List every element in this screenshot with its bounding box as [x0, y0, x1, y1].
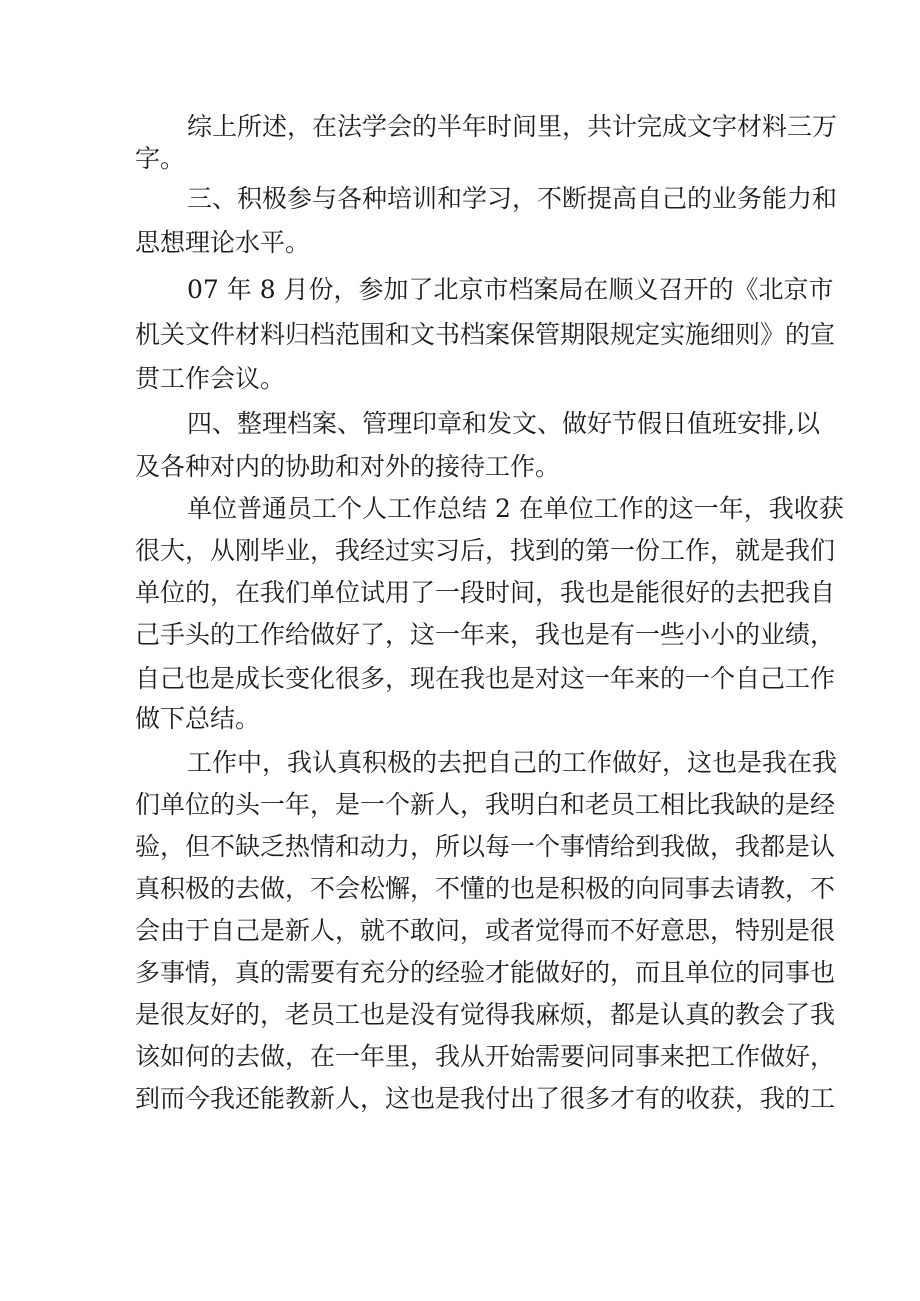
text-line: 会由于自己是新人，就不敢问，或者觉得而不好意思，特别是很 [135, 916, 836, 945]
text-line: 机关文件材料归档范围和文书档案保管期限规定实施细则》的宣 [135, 320, 836, 349]
text-line: 07 年 8 月份，参加了北京市档案局在顺义召开的《北京市 [187, 275, 834, 304]
text-line: 真积极的去做，不会松懈，不懂的也是积极的向同事去请教，不 [135, 874, 836, 903]
text-line: 四、整理档案、管理印章和发文、做好节假日值班安排,以 [187, 409, 820, 438]
text-line: 很大，从刚毕业，我经过实习后，找到的第一份工作，就是我们 [135, 536, 836, 565]
text-line: 该如何的去做，在一年里，我从开始需要问同事来把工作做好， [135, 1042, 836, 1071]
text-line: 贯工作会议。 [135, 364, 286, 393]
text-line: 工作中，我认真积极的去把自己的工作做好，这也是我在我 [187, 748, 838, 777]
text-line: 综上所述，在法学会的半年时间里，共计完成文字材料三万 [187, 112, 838, 141]
text-line: 三、积极参与各种培训和学习，不断提高自己的业务能力和 [187, 184, 838, 213]
text-line: 验，但不缺乏热情和动力，所以每一个事情给到我做，我都是认 [135, 832, 836, 861]
text-line: 字。 [135, 144, 186, 173]
text-line: 思想理论水平。 [135, 228, 311, 257]
text-line: 多事情，真的需要有充分的经验才能做好的，而且单位的同事也 [135, 958, 836, 987]
text-line: 及各种对内的协助和对外的接待工作。 [135, 452, 561, 481]
text-line: 到而今我还能教新人，这也是我付出了很多才有的收获，我的工 [135, 1084, 836, 1113]
text-line: 做下总结。 [135, 704, 261, 733]
text-line: 单位普通员工个人工作总结 2 在单位工作的这一年，我收获 [187, 494, 844, 523]
text-line: 单位的，在我们单位试用了一段时间，我也是能很好的去把我自 [135, 578, 836, 607]
text-line: 己手头的工作给做好了，这一年来，我也是有一些小小的业绩， [135, 620, 836, 649]
text-line: 们单位的头一年，是一个新人，我明白和老员工相比我缺的是经 [135, 790, 836, 819]
text-line: 自己也是成长变化很多，现在我也是对这一年来的一个自己工作 [135, 664, 836, 693]
text-line: 是很友好的，老员工也是没有觉得我麻烦，都是认真的教会了我 [135, 1000, 836, 1029]
